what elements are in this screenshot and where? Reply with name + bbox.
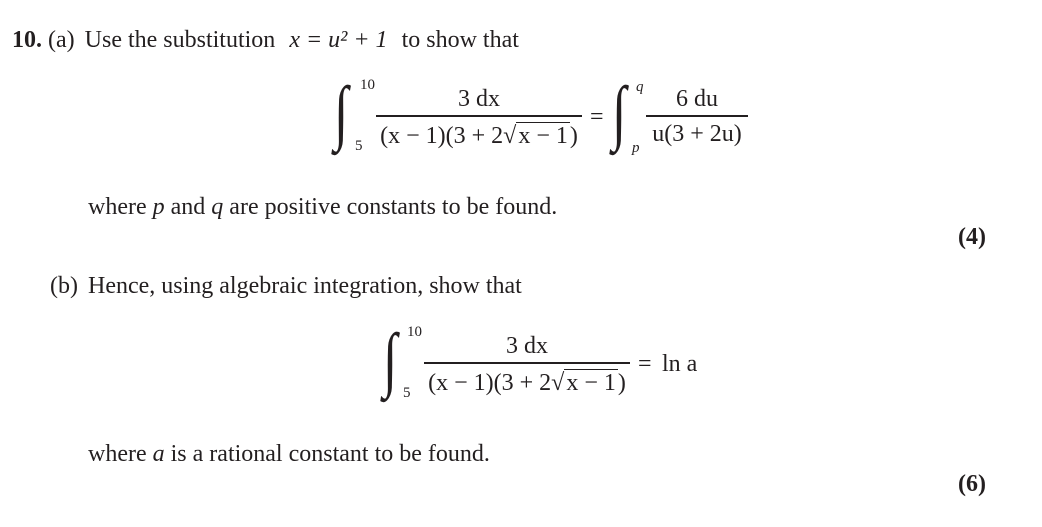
question-number: 10. (12, 27, 42, 53)
fraction-b-denominator (422, 367, 632, 399)
fraction-right-numerator: 6 du (676, 86, 718, 112)
integral-right-upper: q (636, 79, 644, 95)
equals-sign-a: = (590, 104, 604, 130)
part-a-intro-prefix: Use the substitution (84, 27, 276, 53)
fraction-b-bar (424, 362, 630, 364)
constant-p: p (152, 194, 165, 220)
radicand-left: x − 1 (518, 123, 568, 149)
part-a-intro-suffix: to show that (401, 27, 519, 53)
where-prefix-b: where (88, 441, 147, 467)
fraction-b-numerator: 3 dx (506, 333, 548, 359)
sqrt-symbol-b: √x − 1 (551, 370, 616, 396)
where-and: and (170, 194, 206, 220)
marks-part-b: (6) (958, 471, 986, 497)
constant-q: q (211, 194, 224, 220)
integral-sign-b: ∫ (383, 319, 398, 399)
fraction-left-numerator: 3 dx (458, 86, 500, 112)
integral-sign-left: ∫ (334, 72, 349, 152)
part-a-label: (a) (48, 27, 75, 53)
constant-a: a (152, 441, 165, 467)
sqrt-symbol: √x − 1 (503, 123, 568, 149)
denominator-b-pre: (x − 1)(3 + 2 (428, 370, 552, 396)
substitution-expression: x = u² + 1 (289, 27, 388, 53)
part-b-intro: Hence, using algebraic integration, show that (87, 273, 522, 299)
where-suffix-a: are positive constants to be found. (229, 194, 558, 220)
integral-b-upper: 10 (407, 324, 422, 340)
fraction-right-denominator: u(3 + 2u) (652, 121, 742, 147)
where-suffix-b: is a rational constant to be found. (170, 441, 490, 467)
equals-sign-b: = (638, 351, 652, 377)
integral-b-lower: 5 (403, 385, 411, 401)
denominator-b-post: ) (617, 370, 626, 396)
marks-part-a: (4) (958, 224, 986, 250)
integral-right-lower: p (632, 140, 640, 156)
part-b-label: (b) (50, 273, 78, 299)
integral-sign-right: ∫ (612, 72, 627, 152)
integral-left-lower: 5 (355, 138, 363, 154)
part-b-where-line (88, 440, 490, 468)
where-prefix-a: where (88, 194, 147, 220)
denominator-left-pre: (x − 1)(3 + 2 (380, 123, 504, 149)
integral-left-upper: 10 (360, 77, 375, 93)
rhs-ln-a: ln a (662, 351, 698, 377)
radicand-b: x − 1 (566, 370, 616, 396)
denominator-left-post: ) (569, 123, 578, 149)
